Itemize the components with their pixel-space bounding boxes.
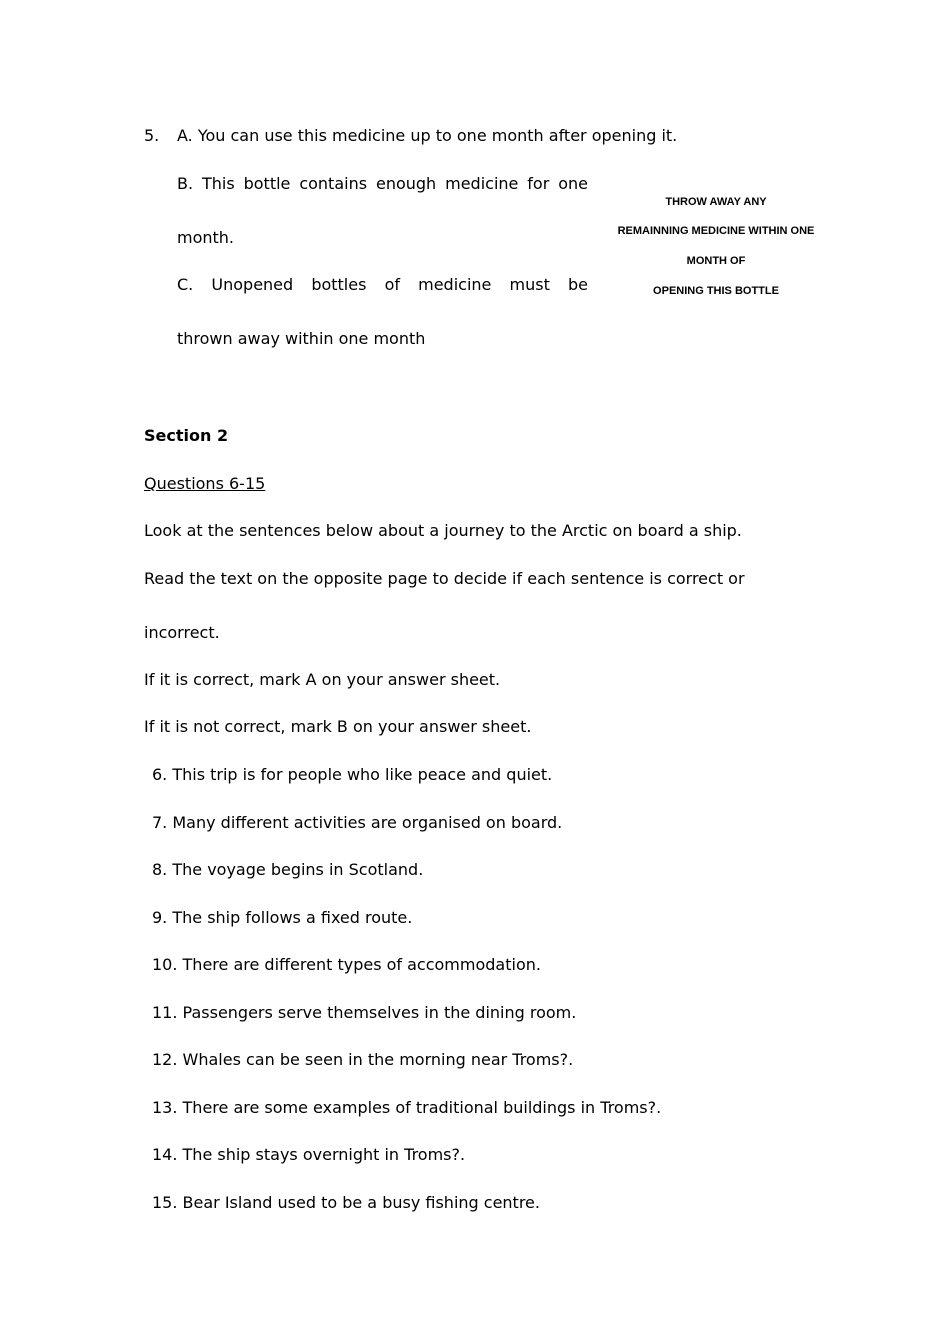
section-heading: Section 2	[144, 426, 229, 445]
statement-item: 12. Whales can be seen in the morning near Troms?.	[152, 1050, 574, 1069]
medicine-notice-line2: REMAINNING MEDICINE WITHIN ONE	[617, 225, 815, 237]
instruction-3: If it is correct, mark A on your answer sheet.	[144, 670, 501, 689]
instruction-2-line2: incorrect.	[144, 623, 220, 642]
statement-item: 7. Many different activities are organised on board.	[152, 813, 563, 832]
statement-item: 10. There are different types of accommodation.	[152, 955, 541, 974]
statement-item: 9. The ship follows a fixed route.	[152, 908, 413, 927]
statement-item: 15. Bear Island used to be a busy fishing centre.	[152, 1193, 540, 1212]
instruction-4: If it is not correct, mark B on your answer sheet.	[144, 717, 532, 736]
question-5-option-a: A. You can use this medicine up to one month after opening it.	[177, 126, 678, 145]
statement-item: 11. Passengers serve themselves in the dining room.	[152, 1003, 577, 1022]
statement-item: 14. The ship stays overnight in Troms?.	[152, 1145, 466, 1164]
statement-item: 13. There are some examples of traditional buildings in Troms?.	[152, 1098, 662, 1117]
question-5-number: 5.	[144, 126, 160, 145]
medicine-notice-line4: OPENING THIS BOTTLE	[653, 285, 779, 297]
question-5-option-b-line2: month.	[177, 228, 235, 247]
statement-item: 8. The voyage begins in Scotland.	[152, 860, 424, 879]
instruction-1: Look at the sentences below about a journey to the Arctic on board a ship.	[144, 521, 742, 540]
question-5-option-c-line2: thrown away within one month	[177, 329, 426, 348]
question-5-option-c-line1: C. Unopened bottles of medicine must be	[177, 275, 588, 294]
medicine-notice-line1: THROW AWAY ANY	[665, 196, 767, 208]
questions-label: Questions 6-15	[144, 474, 266, 493]
statement-item: 6. This trip is for people who like peace and quiet.	[152, 765, 553, 784]
question-5-option-b-line1: B. This bottle contains enough medicine for one	[177, 174, 588, 193]
medicine-notice-line3: MONTH OF	[686, 255, 746, 267]
instruction-2-line1: Read the text on the opposite page to decide if each sentence is correct or	[144, 569, 745, 588]
